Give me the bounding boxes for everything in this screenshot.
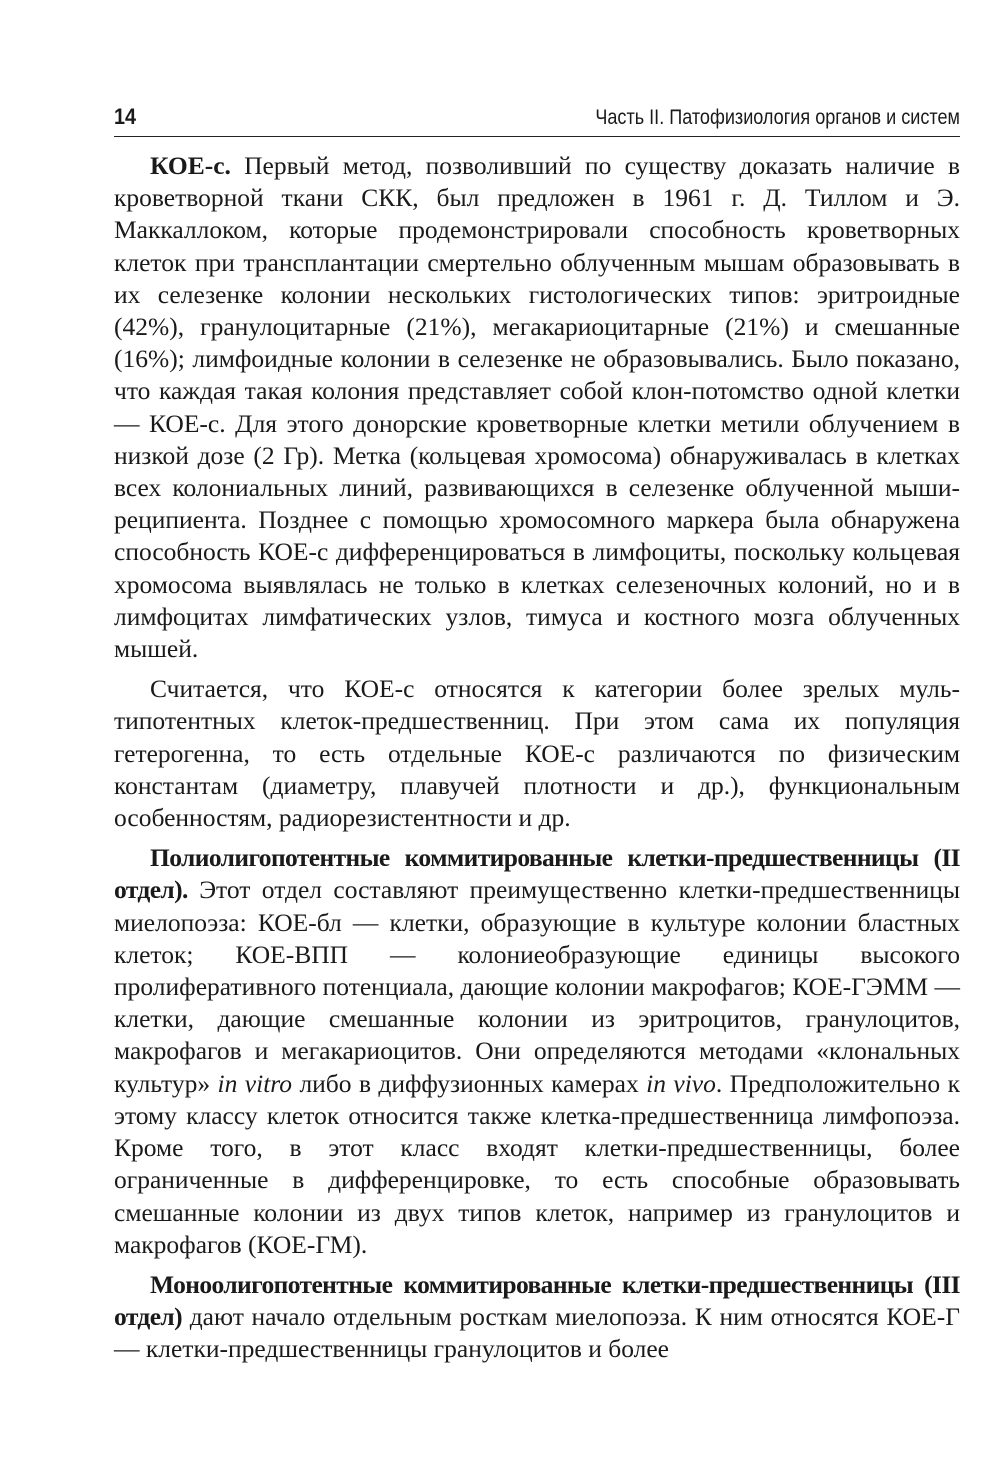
paragraph-text: . Предположительно к этому классу клеток относится также клетка-предшественница лимфопоэза. Кроме того, в этот класс входят клетки-предшественницы, более ограниченные в дифференцировке, то есть способные образовывать смешанные колонии из двух типов клеток, например из гранулоцитов и макрофагов (КОЕ-ГМ). [114,1068,960,1259]
paragraph-text: Считается, что КОЕ-с относятся к категории более зрелых мультипотентных клеток-предшественниц. При этом сама их популяция гетерогенна, то есть отдельные КОЕ-с различаются по физическим константам (диаметру, плавучей плотности и др.), функциональным особенностям, радиорезистентности и др. [114,674,960,833]
italic-term: in vivo [646,1068,716,1098]
paragraph-koe-s [114,150,960,665]
running-title: Часть II. Патофизиология органов и систем [595,106,960,129]
page-number: 14 [114,104,137,129]
paragraph-lead: Моноолигопотентные коммитированные клетки-предшественницы (III отдел) [114,1269,960,1332]
page-header [114,104,960,137]
paragraph-section-iii [114,1269,960,1366]
paragraph-section-ii [114,842,960,1261]
paragraph-lead: КОЕ-с. [150,151,231,180]
paragraph-text: либо в диффузионных камерах [292,1068,647,1098]
italic-term: in vitro [217,1068,293,1098]
body-text [114,150,960,1374]
paragraph-lead: Полиолигопотентные коммитированные клетки-предшественницы (II отдел). [114,843,960,905]
paragraph-text: Этот отдел составляют преимущественно клетки-предшественницы миелопоэза: КОЕ-бл — клетки, образующие в культуре колонии бластных клеток; КОЕ-ВПП — колониеобразующие единицы высокого пролиферативного потенциала, дающие колонии макрофагов; КОЕ-ГЭММ — клетки, дающие смешанные колонии из эритроцитов, гранулоцитов, макрофагов и мегакариоцитов. Они определяются методами «клональных культур» [114,875,960,1098]
paragraph-text: дают начало отдельным росткам миелопоэза. К ним относятся КОЕ-Г — клетки-предшественницы гранулоцитов и более [114,1302,960,1364]
paragraph-koe-s-heterogeneity [114,673,960,834]
paragraph-text: Первый метод, позволивший по существу доказать наличие в кроветворной ткани СКК, был предложен в 1961 г. Д. Тиллом и Э. Маккаллоком, которые продемонстрировали способность кроветворных клеток при трансплантации смертельно облученным мышам образовывать в их селезенке колонии нескольких гистологических типов: эритроидные (42%), гранулоцитарные (21%), мегакариоцитарные (21%) и смешанные (16%); лимфоидные колонии в селезенке не образовывались. Было показано, что каждая такая колония представляет собой клон-потомство одной клетки — КОЕ-с. Для этого донорские кроветворные клетки метили облучением в низкой дозе (2 Гр). Метка (кольцевая хромосома) обнаруживалась в клетках всех колониальных линий, развивающихся в селезенке облученной мыши-реципиента. Позднее с помощью хромосомного маркера была обнаружена способность КОЕ-с дифференцироваться в лимфоциты, поскольку кольцевая хромосома выявлялась не только в клетках селезеночных колоний, но и в лимфоцитах лимфатических узлов, тимуса и костного мозга облученных мышей. [114,151,960,664]
